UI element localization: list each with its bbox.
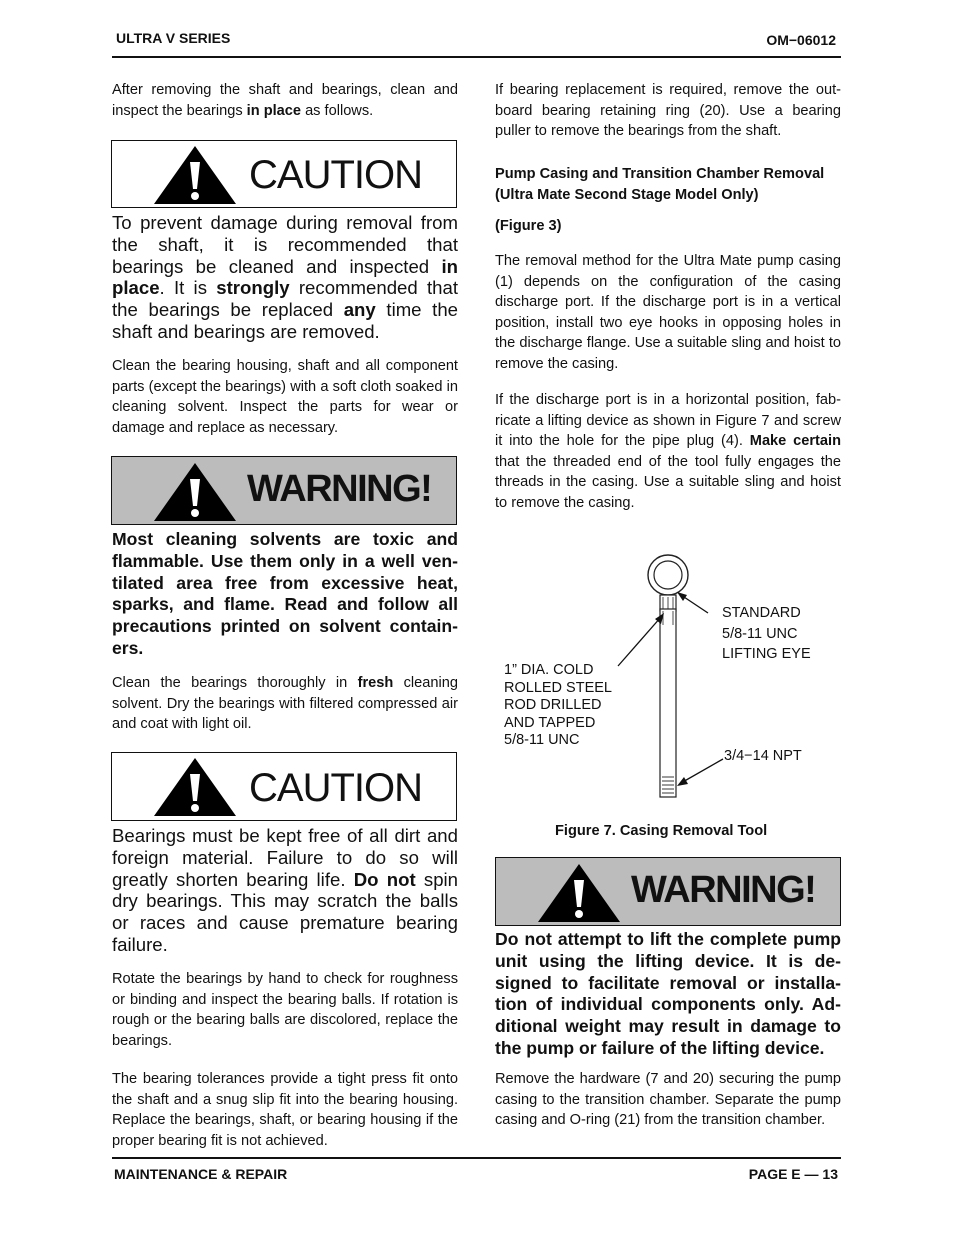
caution-sign-2 <box>111 752 457 821</box>
warning-1-text: Most cleaning solvents are toxic and flammable. Use them only in a well ventilated area free from excessive heat, sparks, and flame. Read and follow all precautions printed on solvent containers. <box>112 529 458 658</box>
warning-triangle-icon <box>152 461 238 523</box>
warning-word: WARNING! <box>247 468 432 510</box>
left-column <box>112 80 458 121</box>
warning-sign-1 <box>111 456 457 525</box>
steel-rod <box>660 609 676 797</box>
warning-2-text: Do not attempt to lift the complete pump unit using the lifting device. It is designed to facilitate removal or installation of individual components only. Additional weight may result in damage to the pump or failure of the lifting device. <box>495 929 841 1058</box>
footer-page-number: PAGE E — 13 <box>748 1166 838 1182</box>
figure-reference: (Figure 3) <box>495 218 562 234</box>
rotate-bearings-paragraph: Rotate the bearings by hand to check for roughness or binding and inspect the bearing balls. If rotation is rough or the bearing balls are discolored, replace the bearings. <box>112 971 458 1049</box>
lifting-eye-inner <box>654 561 682 589</box>
warning-triangle-icon <box>536 862 622 924</box>
clean-housing-paragraph: Clean the bearing housing, shaft and all component parts (except the bearings) with a soft cloth soaked in cleaning solvent. Inspect the parts for wear or damage and replace as necessary. <box>112 358 458 436</box>
section-heading: Pump Casing and Transition Chamber Removal (Ultra Mate Second Stage Model Only) <box>495 166 825 203</box>
horizontal-port-paragraph: If the discharge port is in a horizontal position, fabricate a lifting device as shown in Figure 7 and screw it into the hole for the pipe plug (4). Make certain that the threaded end of the tool fully engages the threads in the casing. Use a suitable sling and hoist to remove the casing. <box>495 392 841 511</box>
caution-sign-1 <box>111 140 457 208</box>
figure-caption: Figure 7. Casing Removal Tool <box>555 823 768 839</box>
footer-section: MAINTENANCE & REPAIR <box>114 1166 288 1182</box>
intro-paragraph: After removing the shaft and bearings, clean and inspect the bearings in place as follows. <box>112 82 458 119</box>
header-doc-number: OM−06012 <box>766 32 836 48</box>
remove-hardware-paragraph: Remove the hardware (7 and 20) securing the pump casing to the transition chamber. Separate the pump casing and O-ring (21) from the transition chamber. <box>495 1071 841 1128</box>
warning-triangle-icon <box>152 144 238 206</box>
removal-method-paragraph: The removal method for the Ultra Mate pump casing (1) depends on the configuration of the casing discharge port. If the discharge port is in a vertical position, install two eye hooks in opposing holes in the discharge flange. Use a suitable sling and hoist to remove the casing. <box>495 253 841 372</box>
fresh-solvent-paragraph: Clean the bearings thoroughly in fresh cleaning solvent. Dry the bearings with filtered compressed air and coat with light oil. <box>112 675 458 732</box>
label-steel-rod: 1” DIA. COLD ROLLED STEEL ROD DRILLED AND TAPPED 5/8-11 UNC <box>504 662 612 748</box>
caution-2-text: Bearings must be kept free of all dirt and foreign material. Failure to do so will greatly shorten bearing life. Do not spin dry bearings. This may scratch the balls or races and cause premature bearing failure. <box>112 825 459 955</box>
header-series: ULTRA V SERIES <box>116 30 231 46</box>
label-npt-thread: 3/4−14 NPT <box>724 748 802 764</box>
warning-word: WARNING! <box>631 869 816 911</box>
warning-sign-2 <box>495 857 841 926</box>
label-lifting-eye: STANDARD 5/8-11 UNC LIFTING EYE <box>722 605 811 662</box>
warning-triangle-icon <box>152 756 238 818</box>
caution-word: CAUTION <box>249 153 422 197</box>
caution-1-text: To prevent damage during removal from the shaft, it is recommended that bearings be cleaned and inspected in place. It is strongly recommended that the bearings be replaced any time the shaft and bearings are removed. <box>112 212 459 342</box>
bearing-replacement-paragraph: If bearing replacement is required, remove the outboard bearing retaining ring (20). Use a bearing puller to remove the bearings from the shaft. <box>495 82 841 139</box>
caution-word: CAUTION <box>249 766 422 810</box>
bearing-tolerance-paragraph: The bearing tolerances provide a tight press fit onto the shaft and a snug slip fit into the bearing housing. Replace the bearings, shaft, or bearing housing if the proper bearing fit is not achieved. <box>112 1071 458 1149</box>
footer-rule <box>112 1157 841 1159</box>
header-rule <box>112 56 841 58</box>
